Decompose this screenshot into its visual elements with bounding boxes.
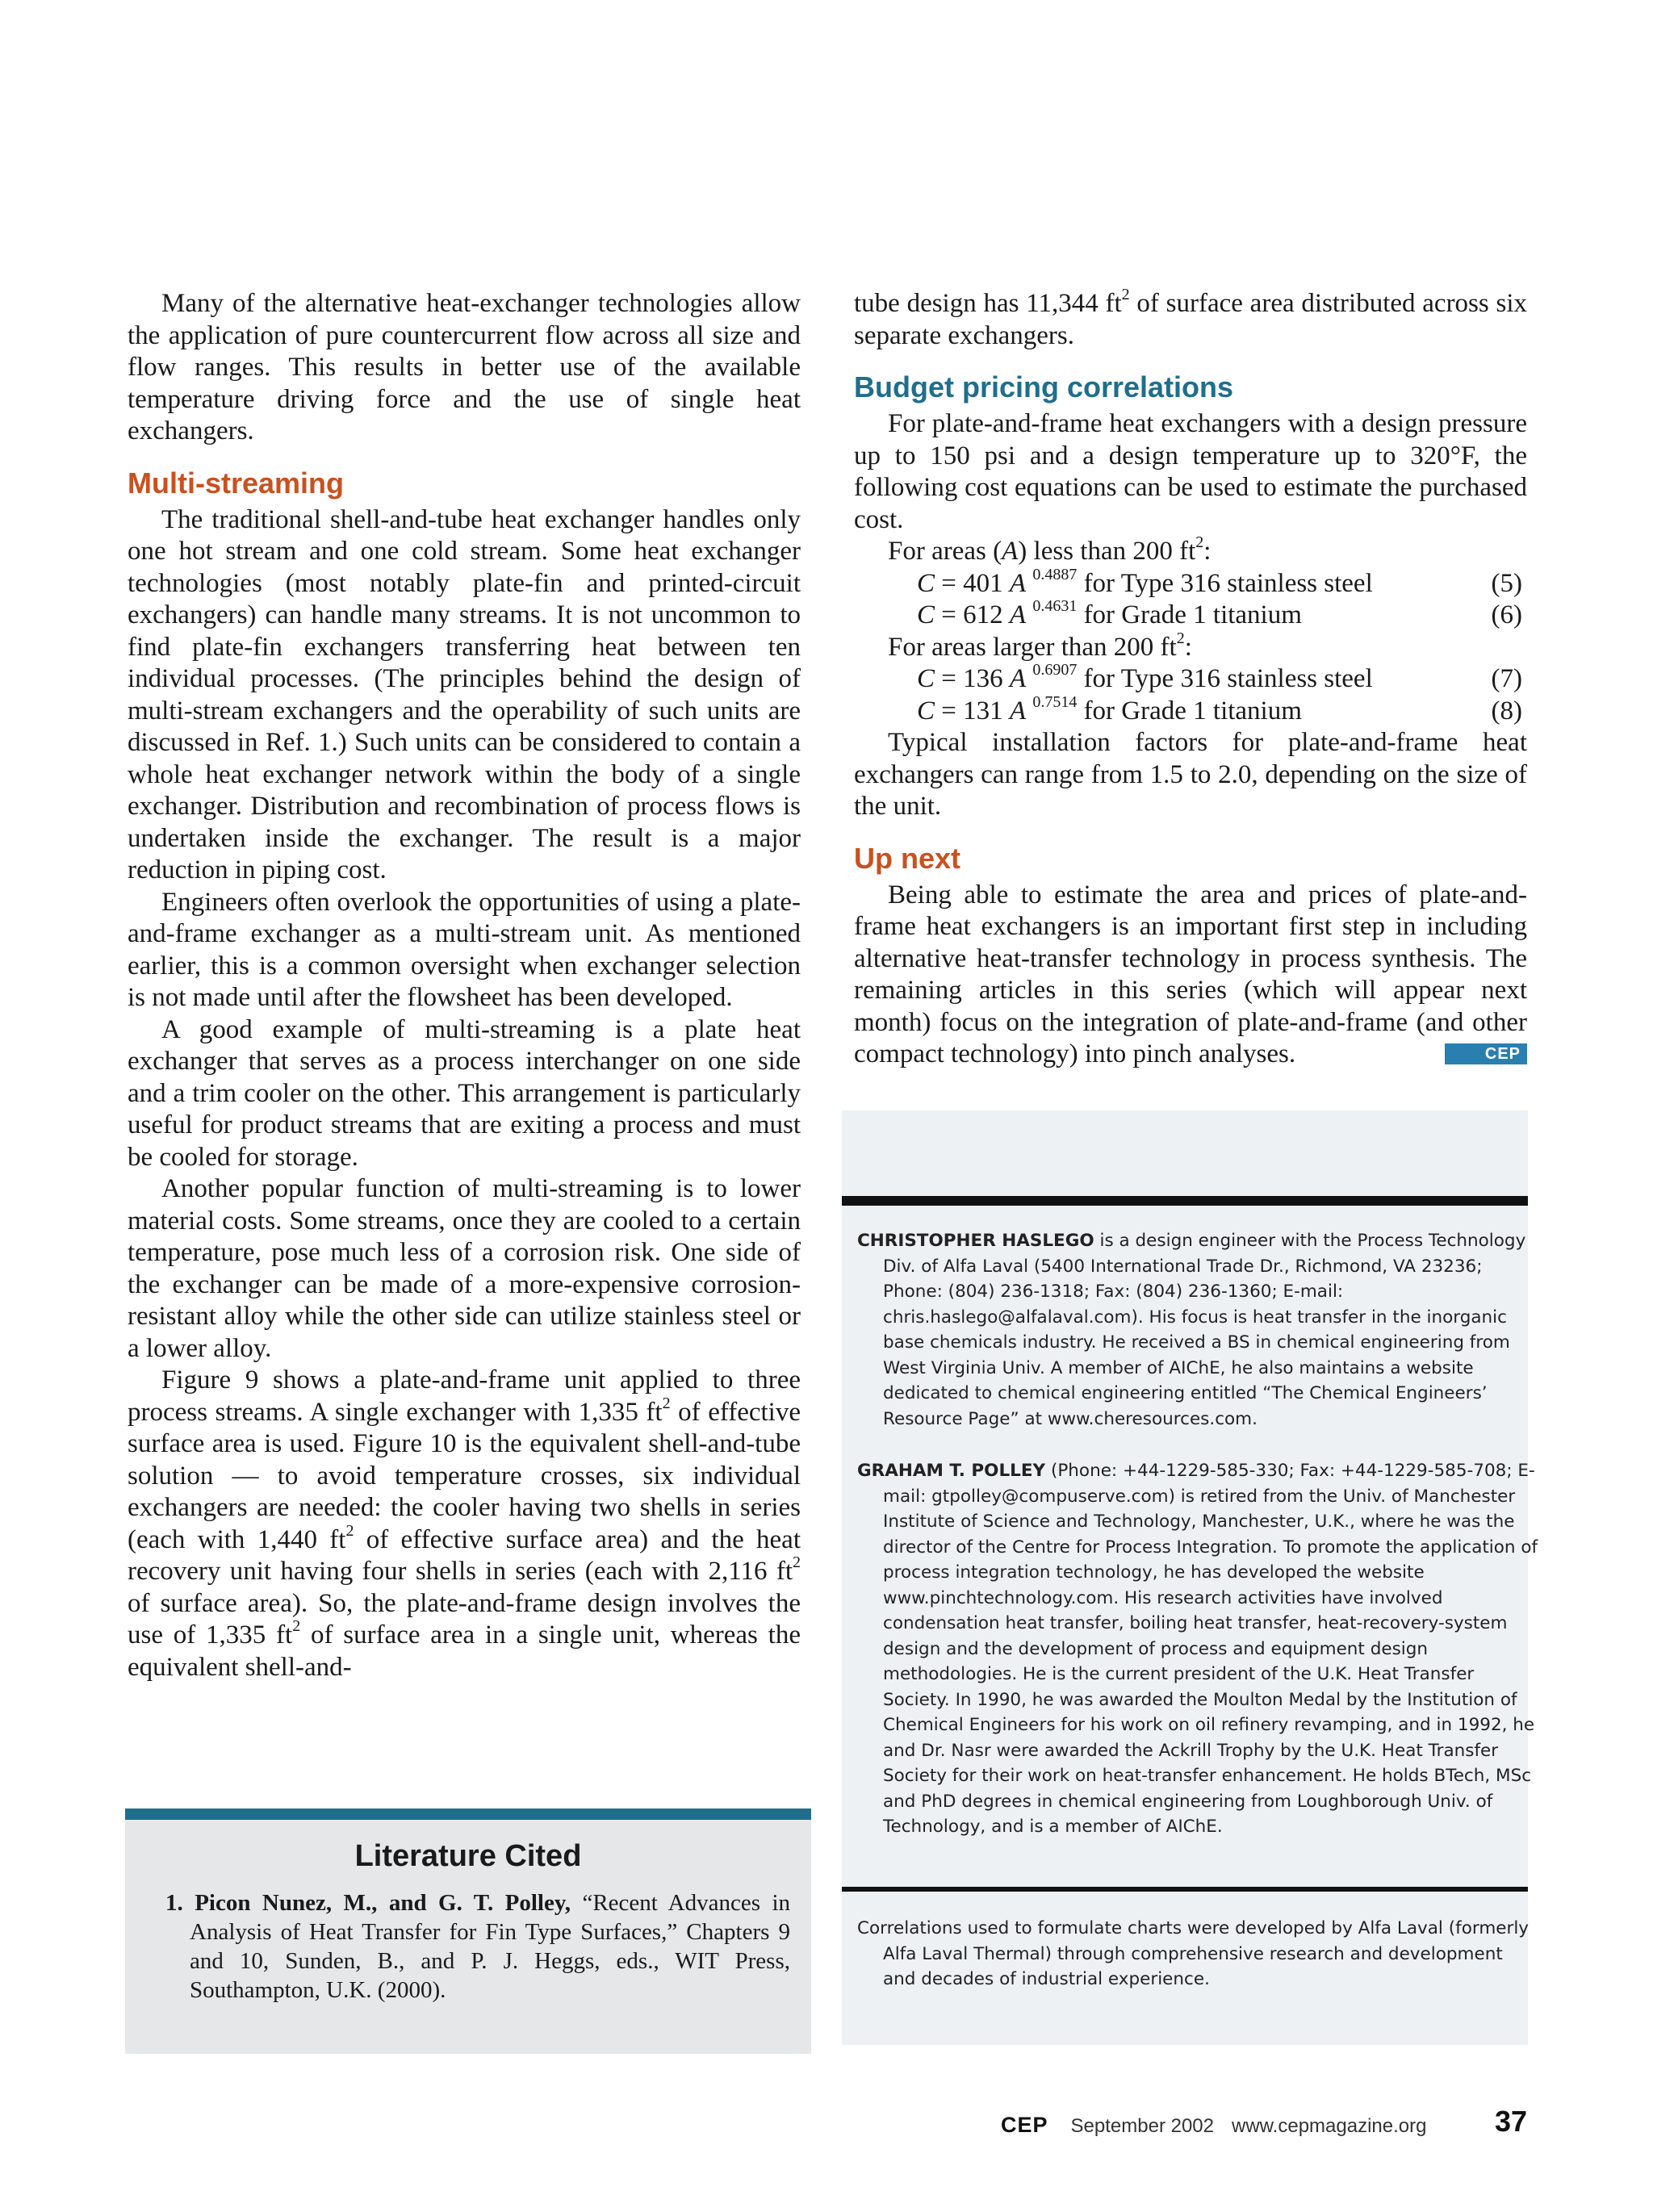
text-run: = 612 [935, 600, 1010, 629]
equation-number: (8) [1491, 696, 1522, 725]
heading-up-next: Up next [854, 841, 961, 875]
equation-6 [854, 597, 1527, 632]
text-run: for Grade 1 titanium [1077, 696, 1302, 725]
equation-8 [854, 692, 1527, 728]
variable: A [1009, 600, 1027, 629]
cep-end-badge: CEP [1445, 1043, 1527, 1064]
footer-magazine: CEP [1001, 2113, 1048, 2137]
text-run: = 131 [935, 696, 1010, 725]
equation-5 [854, 565, 1527, 600]
heading-budget-pricing: Budget pricing correlations [854, 370, 1234, 404]
right-column [854, 288, 1527, 1071]
exponent: 0.4887 [1032, 565, 1078, 583]
literature-title: Literature Cited [354, 1839, 582, 1873]
text-run: of effective surface area) and the heat recovery unit having four shells in series (each with 2,116 ft [128, 1524, 801, 1586]
superscript: 2 [1176, 629, 1185, 647]
variable: A [1009, 664, 1027, 693]
superscript: 2 [345, 1521, 354, 1540]
paragraph: Engineers often overlook the opportunities of using a plate-and-frame exchanger as a multi-stream unit. As mentioned earlier, this is a common oversight when exchanger selection is not made until after the flowsheet has been developed. [128, 887, 801, 1012]
exponent: 0.4631 [1032, 597, 1078, 615]
left-column [128, 288, 801, 1683]
entry-authors: Picon Nunez, M., and G. T. Polley, [195, 1890, 571, 1916]
text-run: ) less than 200 ft [1018, 537, 1196, 566]
correlations-note: Correlations used to formulate charts were developed by Alfa Laval (formerly Alfa Laval Thermal) through comprehensive research and development and decades of industrial experience. [857, 1918, 1530, 1989]
paragraph: Typical installation factors for plate-and-frame heat exchangers can range from 1.5 to 2.0, depending on the size of the unit. [854, 728, 1527, 821]
equation-number: (5) [1491, 568, 1522, 598]
paragraph [854, 288, 1527, 352]
superscript: 2 [1195, 533, 1204, 551]
superscript: 2 [662, 1394, 671, 1412]
bio-box-divider [842, 1887, 1528, 1892]
paragraph [128, 1365, 801, 1683]
bio-box-top-rule [842, 1196, 1528, 1206]
footer-date: September 2002 [1070, 2115, 1214, 2137]
paragraph: For plate-and-frame heat exchangers with a design pressure up to 150 psi and a design temperature up to 320°F, the following cost equations can be used to estimate the purchased cost. [854, 409, 1527, 534]
text-run: of effective surface area is used. Figure 10 is the equivalent shell-and-tube solution — to avoid temperature crosses, six individual exchangers are needed: the cooler having two shells in series (each with 1,440 ft [128, 1397, 801, 1554]
text-run: : [1184, 632, 1192, 662]
author-name: GRAHAM T. POLLEY [857, 1461, 1046, 1481]
variable: C [917, 600, 935, 629]
paragraph: Another popular function of multi-streaming is to lower material costs. Some streams, once they are cooled to a certain temperature, pose much less of a corrosion risk. One side of the exchanger can be made of a more-expensive corrosion-resistant alloy while the other side can utilize stainless steel or a lower alloy. [128, 1174, 801, 1363]
variable: A [1009, 696, 1027, 725]
text-run: for Type 316 stainless steel [1077, 568, 1373, 598]
text-run: of surface area distributed across six separate exchangers. [854, 289, 1528, 350]
text-run: for Type 316 stainless steel [1077, 664, 1373, 693]
paragraph [854, 880, 1527, 1071]
footer-url[interactable]: www.cepmagazine.org [1232, 2115, 1427, 2137]
variable: A [1009, 568, 1027, 598]
exponent: 0.6907 [1032, 661, 1078, 679]
page-number: 37 [1494, 2105, 1527, 2138]
literature-cited-box [125, 1808, 811, 2054]
entry-text: “Recent Advances in Analysis of Heat Transfer for Fin Type Surfaces,” Chapters 9 and 10, Sunden, B., and P. J. Heggs, eds., WIT Press, Southampton, U.K. (2000). [190, 1890, 791, 2003]
equation-number: (7) [1491, 664, 1522, 693]
paragraph: A good example of multi-streaming is a plate heat exchanger that serves as a process interchanger on one side and a trim cooler on the other. This arrangement is particularly useful for product streams that are exiting a process and must be cooled for storage. [128, 1014, 801, 1172]
bio-text: is a design engineer with the Process Technology Div. of Alfa Laval (5400 International Trade Dr., Richmond, VA 23236; Phone: (804) 236-1318; Fax: (804) 236-1360; E-mail: chris.haslego@alfalaval.com). His focus is heat transfer in the inorganic base chemicals industry. He received a BS in chemical engineering from West Virginia Univ. A member of AIChE, he also maintains a website dedicated to chemical engineering entitled “The Chemical Engineers’ Resource Page” at www.cheresources.com. [883, 1231, 1526, 1429]
exponent: 0.7514 [1032, 692, 1078, 711]
author-bio-haslego [857, 1228, 1541, 1432]
author-bio-polley [857, 1458, 1541, 1840]
superscript: 2 [793, 1553, 801, 1571]
variable: C [917, 664, 935, 693]
text-run: Being able to estimate the area and prices of plate-and-frame heat exchangers is an important first step in including alternative heat-transfer technology in process synthesis. The remaining articles in this series (which will appear next month) focus on the integration of plate-and-frame (and other compact technology) into pinch analyses. [854, 880, 1527, 1068]
text-run: of surface area). So, the plate-and-frame design involves the use of 1,335 ft [128, 1588, 801, 1650]
paragraph: The traditional shell-and-tube heat exchanger handles only one hot stream and one cold stream. Some heat exchanger technologies (most notably plate-fin and printed-circuit exchangers) can handle many streams. It is not uncommon to find plate-fin exchangers transferring heat between ten individual processes. (The principles behind the design of multi-stream exchangers and the operability of such units are discussed in Ref. 1.) Such units can be considered to contain a whole heat exchanger network within the body of a single exchanger. Distribution and recombination of process flows is undertaken inside the exchanger. The result is a major reduction in piping cost. [128, 504, 801, 884]
text-run: = 401 [935, 568, 1010, 598]
superscript: 2 [1121, 286, 1130, 303]
text-run: for Grade 1 titanium [1077, 600, 1302, 629]
text-run: For areas ( [888, 537, 1002, 566]
heading-multi-streaming: Multi-streaming [128, 466, 345, 500]
text-run: For areas larger than 200 ft [888, 632, 1177, 662]
text-run: = 136 [935, 664, 1010, 693]
variable: A [1002, 537, 1019, 566]
entry-number: 1. [165, 1890, 183, 1916]
page-footer [1001, 2105, 1527, 2143]
bio-text: (Phone: +44-1229-585-330; Fax: +44-1229-585-708; E-mail: gtpolley@compuserve.com) is retired from the Univ. of Manchester Institute of Science and Technology, Manchester, U.K., where he was the director of the Centre for Process Integration. To promote the application of process integration technology, he has developed the website www.pinchtechnology.com. His research activities have involved condensation heat transfer, boiling heat transfer, heat-recovery-system design and the development of process and equipment design methodologies. He is the current president of the U.K. Heat Transfer Society. In 1990, he was awarded the Moulton Medal by the Institution of Chemical Engineers for his work on oil refinery revamping, and in 1992, he and Dr. Nasr were awarded the Ackrill Trophy by the U.K. Heat Transfer Society for their work on heat-transfer enhancement. He holds BTech, MSc and PhD degrees in chemical engineering from Loughborough Univ. of Technology, and is a member of AIChE. [883, 1461, 1538, 1837]
areas-more-line [854, 629, 1527, 664]
text-run: tube design has 11,344 ft [854, 289, 1122, 318]
equation-number: (6) [1491, 600, 1522, 629]
variable: C [917, 568, 935, 598]
superscript: 2 [292, 1617, 301, 1635]
paragraph: Many of the alternative heat-exchanger technologies allow the application of pure countercurrent flow across all size and flow ranges. This results in better use of the available temperature driving force and the use of single heat exchangers. [128, 289, 801, 445]
author-name: CHRISTOPHER HASLEGO [857, 1231, 1094, 1251]
literature-entry [165, 1888, 790, 2005]
variable: C [917, 696, 935, 725]
text-run: of surface area in a single unit, whereas the equivalent shell-and- [128, 1620, 801, 1682]
text-run: Figure 9 shows a plate-and-frame unit applied to three process streams. A single exchanger with 1,335 ft [128, 1365, 801, 1427]
areas-less-line [854, 533, 1527, 568]
equation-7 [854, 663, 1527, 696]
text-run: : [1203, 537, 1212, 566]
